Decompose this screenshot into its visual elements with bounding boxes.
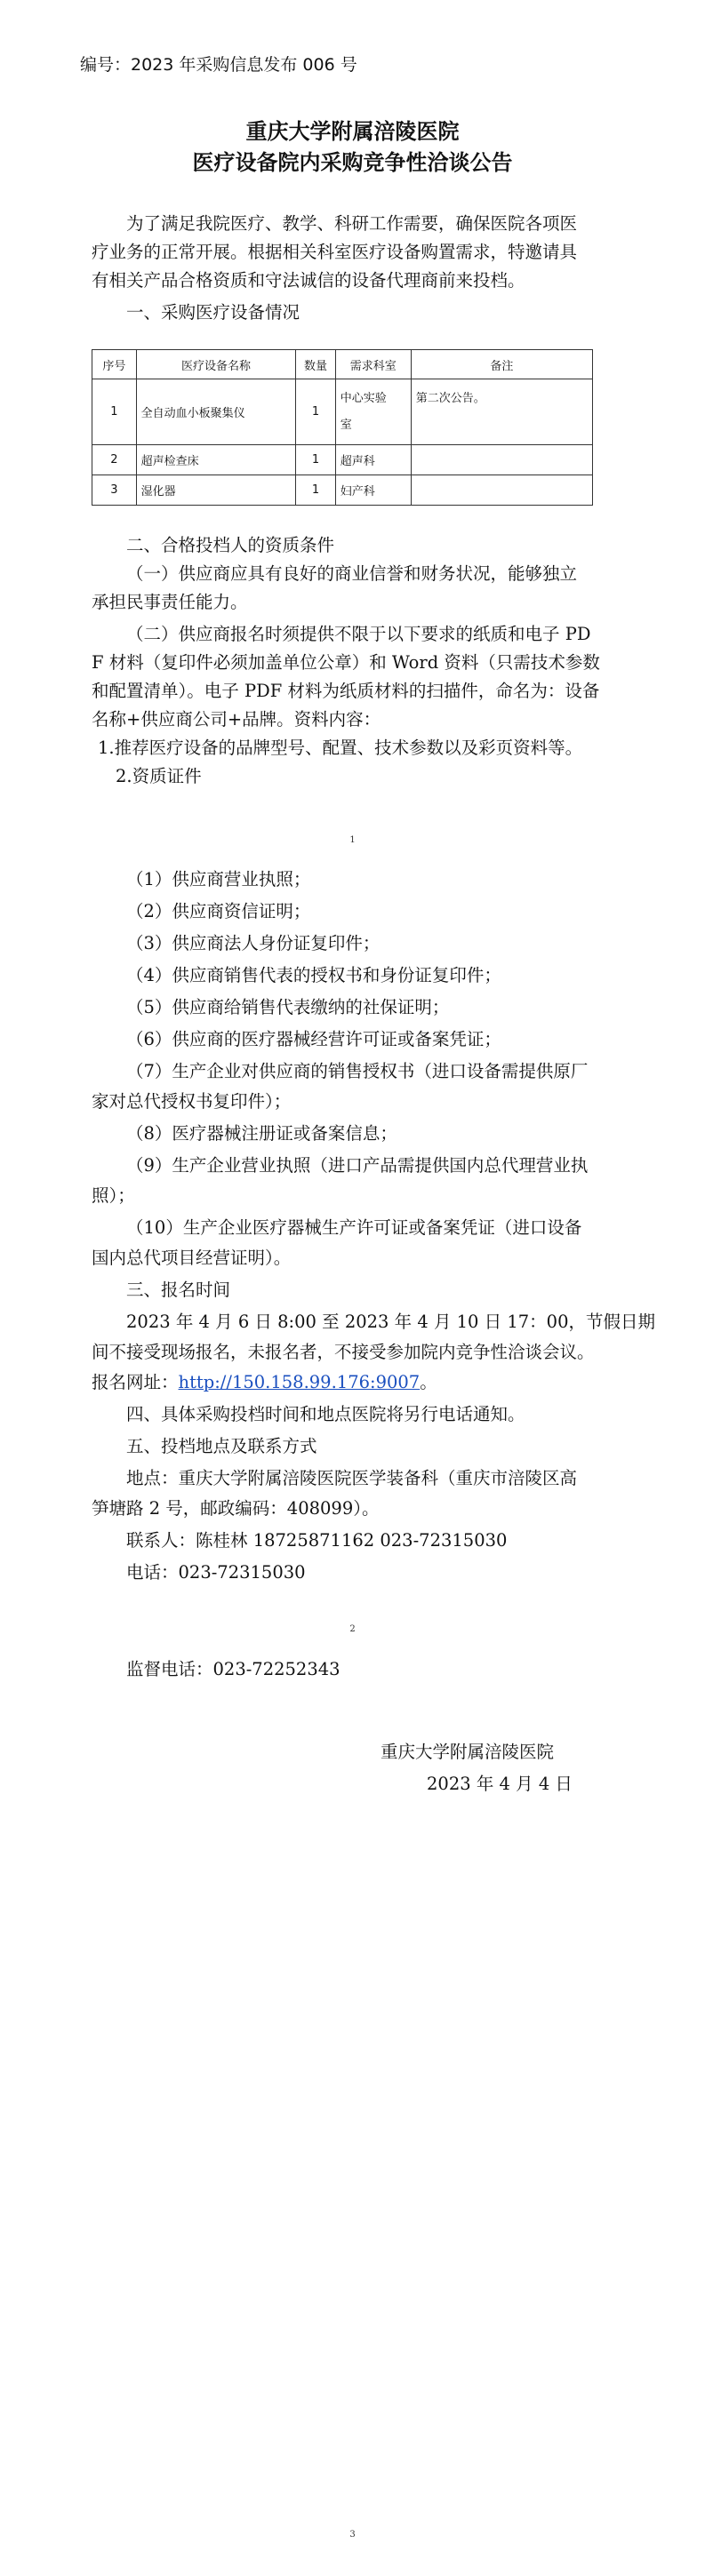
- section-heading-4: 四、具体采购投档时间和地点医院将另行电话通知。: [126, 1404, 525, 1424]
- section-heading-1: 一、采购医疗设备情况: [126, 302, 300, 323]
- cell-dept: [335, 379, 411, 445]
- registration-time-line-1: 2023 年 4 月 6 日 8:00 至 2023 年 4 月 10 日 17：00，节假日期: [126, 1312, 655, 1332]
- cert-item-7-line-1: （7）生产企业对供应商的销售授权书（进口设备需提供原厂: [126, 1061, 589, 1081]
- dept-line-1: 中心实验: [340, 391, 387, 405]
- section-heading-2: 二、合格投档人的资质条件: [126, 535, 335, 555]
- registration-site-end: 。: [420, 1372, 437, 1392]
- cell-name: 全自动血小板聚集仪: [136, 379, 296, 445]
- condition-2-item-1: 1.推荐医疗设备的品牌型号、配置、技术参数以及彩页资料等。: [98, 738, 583, 758]
- dept-line-2: 室: [340, 418, 352, 432]
- header-name: 医疗设备名称: [136, 350, 296, 379]
- page-number-1: 1: [349, 835, 356, 845]
- cell-dept: 妇产科: [335, 475, 411, 506]
- cell-dept: 超声科: [335, 445, 411, 475]
- contact-person: 联系人：陈桂林 18725871162 023-72315030: [126, 1530, 508, 1551]
- supervision-phone: 监督电话：023-72252343: [126, 1659, 340, 1679]
- cert-item-5: （5）供应商给销售代表缴纳的社保证明；: [126, 997, 450, 1017]
- table-header-row: [92, 350, 593, 379]
- page-number-3: 3: [349, 2530, 356, 2540]
- header-qty: 数量: [296, 350, 335, 379]
- intro-line-2: 疗业务的正常开展。根据相关科室医疗设备购置需求，特邀请具: [92, 242, 578, 262]
- cert-item-10-line-2: 国内总代项目经营证明）。: [92, 1248, 292, 1268]
- title-line-2: 医疗设备院内采购竞争性洽谈公告: [192, 150, 513, 175]
- cert-item-1: （1）供应商营业执照；: [126, 869, 311, 889]
- contact-phone: 电话：023-72315030: [126, 1562, 306, 1583]
- cell-name: 湿化器: [136, 475, 296, 506]
- cert-item-3: （3）供应商法人身份证复印件；: [126, 933, 381, 953]
- section-heading-3: 三、报名时间: [126, 1280, 231, 1300]
- header-no: 序号: [92, 350, 137, 379]
- address-line-2: 笋塘路 2 号，邮政编码：408099）。: [92, 1498, 380, 1519]
- cert-item-6: （6）供应商的医疗器械经营许可证或备案凭证；: [126, 1029, 501, 1049]
- cell-no: 1: [92, 379, 137, 445]
- page-number-2: 2: [349, 1624, 356, 1634]
- cert-item-4: （4）供应商销售代表的授权书和身份证复印件；: [126, 965, 501, 985]
- cert-item-9-line-2: 照）；: [92, 1185, 135, 1206]
- cell-name: 超声检查床: [136, 445, 296, 475]
- registration-url-link[interactable]: http://150.158.99.176:9007: [178, 1372, 421, 1392]
- condition-1-line-2: 承担民事责任能力。: [92, 592, 248, 612]
- cell-note: [411, 445, 592, 475]
- header-dept: 需求科室: [335, 350, 411, 379]
- cell-qty: 1: [296, 379, 335, 445]
- equipment-table: [92, 349, 593, 506]
- cell-qty: 1: [296, 475, 335, 506]
- cell-note: [411, 475, 592, 506]
- cell-note: 第二次公告。: [411, 379, 592, 445]
- condition-1-line-1: （一）供应商应具有良好的商业信誉和财务状况，能够独立: [126, 563, 578, 584]
- cell-no: 2: [92, 445, 137, 475]
- table-row: [92, 379, 593, 445]
- condition-2-line-3: 和配置清单）。电子 PDF 材料为纸质材料的扫描件，命名为：设备: [92, 681, 600, 701]
- cert-item-10-line-1: （10）生产企业医疗器械生产许可证或备案凭证（进口设备: [126, 1217, 582, 1238]
- cell-qty: 1: [296, 445, 335, 475]
- table-row: [92, 475, 593, 506]
- address-line-1: 地点：重庆大学附属涪陵医院医学装备科（重庆市涪陵区高: [126, 1468, 578, 1488]
- signature-date: 2023 年 4 月 4 日: [427, 1774, 573, 1794]
- cell-no: 3: [92, 475, 137, 506]
- condition-2-line-4: 名称+供应商公司+品牌。资料内容：: [92, 709, 381, 730]
- registration-time-line-2: 间不接受现场报名，未报名者，不接受参加院内竞争性洽谈会议。: [92, 1342, 595, 1362]
- intro-line-1: 为了满足我院医疗、教学、科研工作需要，确保医院各项医: [126, 213, 578, 234]
- condition-2-line-2: F 材料（复印件必须加盖单位公章）和 Word 资料（只需技术参数: [92, 652, 600, 673]
- registration-site: [92, 1372, 437, 1393]
- header-note: 备注: [411, 350, 592, 379]
- condition-2-line-1: （二）供应商报名时须提供不限于以下要求的纸质和电子 PD: [126, 624, 591, 644]
- document-number: 编号：2023 年采购信息发布 006 号: [80, 55, 357, 75]
- registration-site-label: 报名网址：: [92, 1372, 179, 1392]
- cert-item-2: （2）供应商资信证明；: [126, 901, 311, 921]
- cert-item-9-line-1: （9）生产企业营业执照（进口产品需提供国内总代理营业执: [126, 1155, 589, 1176]
- condition-2-item-2: 2.资质证件: [116, 766, 202, 786]
- cert-item-8: （8）医疗器械注册证或备案信息；: [126, 1123, 397, 1144]
- cert-item-7-line-2: 家对总代授权书复印件）；: [92, 1091, 292, 1112]
- signature-organization: 重庆大学附属涪陵医院: [381, 1742, 555, 1762]
- table-row: [92, 445, 593, 475]
- intro-line-3: 有相关产品合格资质和守法诚信的设备代理商前来投档。: [92, 270, 525, 291]
- title-line-1: 重庆大学附属涪陵医院: [245, 119, 460, 144]
- section-heading-5: 五、投档地点及联系方式: [126, 1436, 317, 1456]
